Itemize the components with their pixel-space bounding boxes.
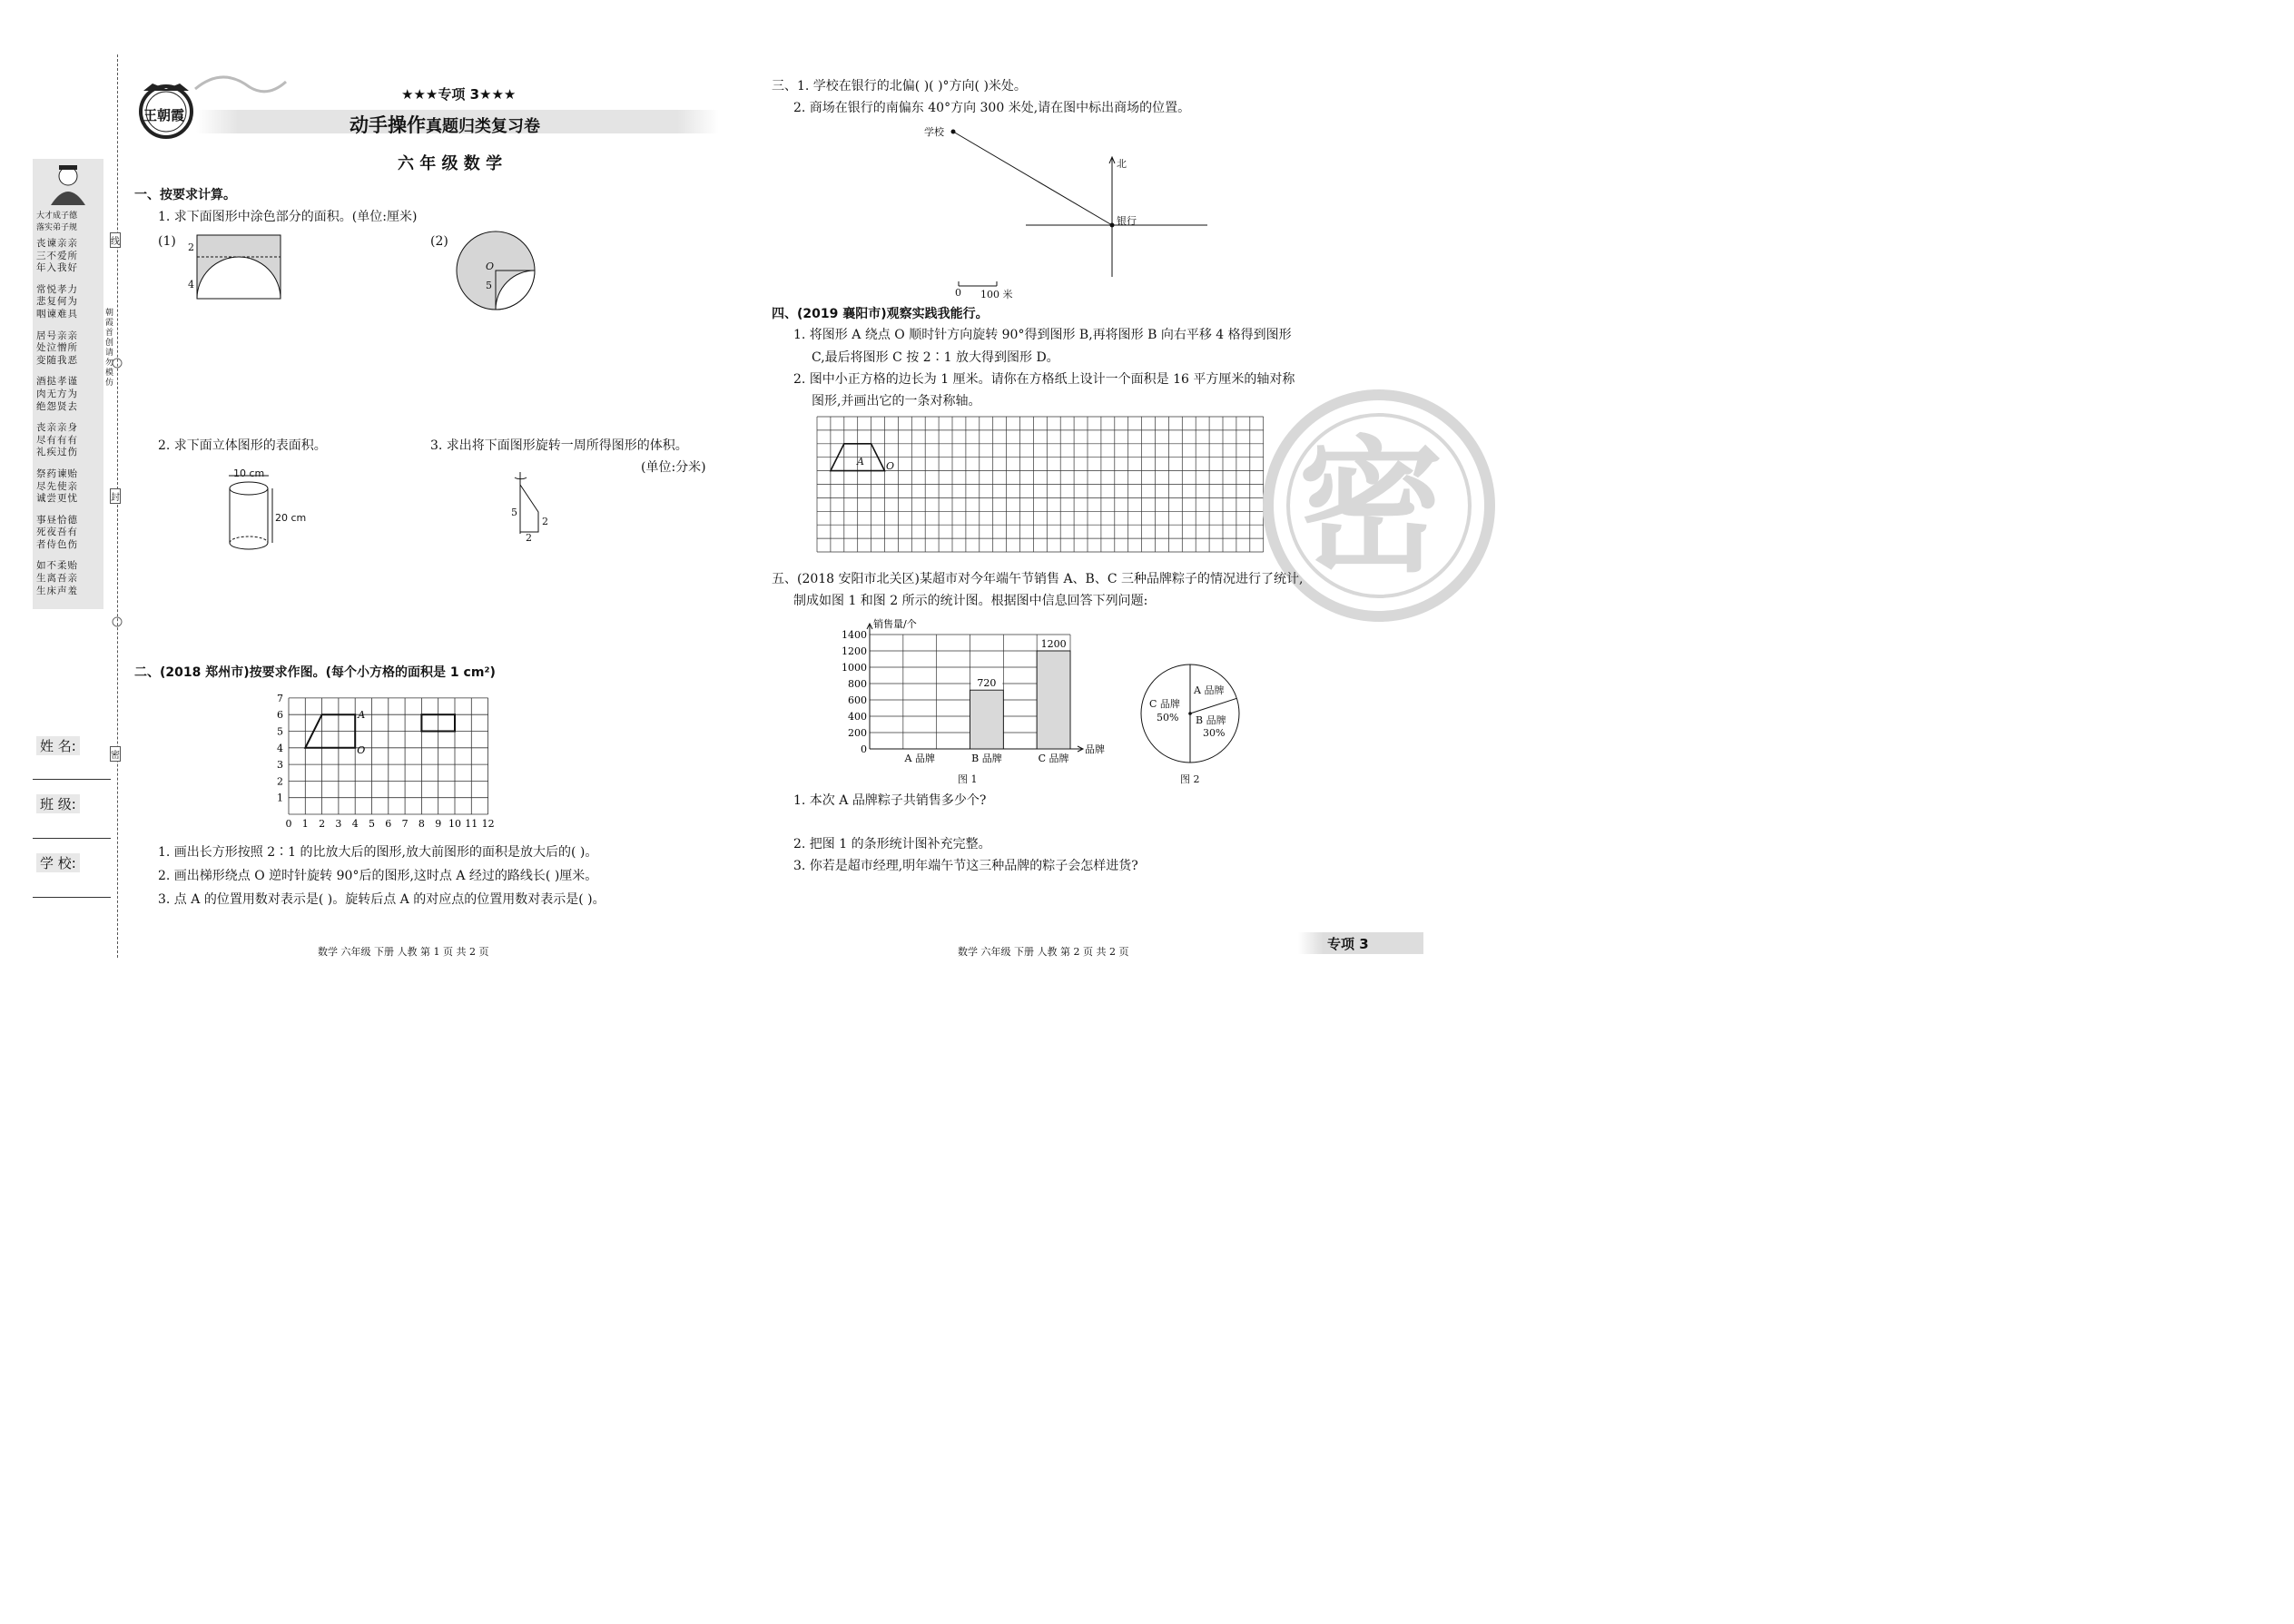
pie-center <box>1188 712 1192 715</box>
section5-line1: 五、(2018 安阳市北关区)某超市对今年端午节销售 A、B、C 三种品牌粽子的情况进行了统计, <box>772 572 1304 586</box>
x-tick-label: 3 <box>335 818 342 830</box>
section5-line2: 制成如图 1 和图 2 所示的统计图。根据图中信息回答下列问题: <box>793 594 1148 608</box>
footer-left: 数学 六年级 下册 人教 第 1 页 共 2 页 <box>318 946 489 958</box>
section1-q3: 3. 求出将下面图形旋转一周所得图形的体积。 <box>430 438 688 453</box>
section5-q1: 1. 本次 A 品牌粽子共销售多少个? <box>793 793 987 808</box>
section4-heading: 四、(2019 襄阳市)观察实践我能行。 <box>772 307 989 321</box>
y-tick-label: 5 <box>277 725 283 738</box>
section5-q2: 2. 把图 1 的条形统计图补充完整。 <box>793 837 991 851</box>
y-tick-label: 1200 <box>842 645 867 657</box>
section4-q1-line1: 1. 将图形 A 绕点 O 顺时针方向旋转 90°得到图形 B,再将图形 B 向右平移 4 格得到图形 <box>793 328 1292 342</box>
y-tick-label: 800 <box>848 678 867 690</box>
bar <box>970 690 1004 749</box>
scale-label: 100 米 <box>980 289 1013 300</box>
right-tag: 专项 3 <box>1327 936 1369 952</box>
fig2-label: (2) <box>430 234 448 249</box>
map-label-bank: 银行 <box>1117 215 1137 227</box>
point-a-label: A <box>358 709 366 722</box>
title-bold: 动手操作 <box>350 114 426 136</box>
school-label: 学 校: <box>36 853 80 872</box>
section3-q1: 三、1. 学校在银行的北偏( )( )°方向( )米处。 <box>772 79 1027 94</box>
section2-q2: 2. 画出梯形绕点 O 逆时针旋转 90°后的图形,这时点 A 经过的路线长( )厘米。 <box>158 869 598 883</box>
point-o-label: O <box>357 743 366 756</box>
logo-text: 王朝霞 <box>143 107 185 123</box>
x-tick-label: 2 <box>319 818 326 830</box>
fig2-center-label: O <box>486 261 495 272</box>
cut-mark-secret: 密 <box>110 746 121 762</box>
y-tick-label: 200 <box>848 727 867 739</box>
section4-q2-line2: 图形,并画出它的一条对称轴。 <box>812 394 981 408</box>
y-tick-label: 600 <box>848 694 867 706</box>
class-field[interactable] <box>33 838 111 839</box>
fig2-circle-quarter <box>456 231 536 310</box>
ribbon-decoration <box>195 71 286 107</box>
x-tick-label: 9 <box>435 818 442 830</box>
pie-label-c: C 品牌 <box>1149 698 1180 710</box>
section1-q3-unit: (单位:分米) <box>641 460 706 475</box>
section5-q3: 3. 你若是超市经理,明年端午节这三种品牌的粽子会怎样进货? <box>793 859 1138 873</box>
cut-mark-line: 线 <box>110 232 121 248</box>
y-tick-label: 4 <box>277 742 283 754</box>
pie-label-a: A 品牌 <box>1194 684 1225 696</box>
square-grid-paper[interactable] <box>817 417 1265 553</box>
pie-label-b: B 品牌 <box>1196 714 1226 726</box>
school-field[interactable] <box>33 897 111 898</box>
poem-block: 居号亲亲 处泣憎所 变随我恶 <box>36 330 78 366</box>
map-label-north: 北 <box>1117 158 1127 170</box>
grid-shape-label: A <box>857 456 864 468</box>
coordinate-grid <box>272 685 508 831</box>
direction-map <box>944 123 1216 295</box>
footer-right: 数学 六年级 下册 人教 第 2 页 共 2 页 <box>958 946 1129 958</box>
grade-subtitle: 六 年 级 数 学 <box>398 154 503 173</box>
scholar-icon <box>45 163 91 205</box>
y-tick-label: 7 <box>277 692 283 704</box>
fig1-caption: 图 1 <box>958 773 978 785</box>
y-tick-label: 1400 <box>842 629 867 641</box>
data-label: 1200 <box>1040 638 1067 650</box>
sidebar-poem <box>36 238 98 606</box>
section4-q2-line1: 2. 图中小正方格的边长为 1 厘米。请你在方格纸上设计一个面积是 16 平方厘米的轴对称 <box>793 372 1295 387</box>
data-label: 720 <box>977 677 997 690</box>
page-title <box>350 111 540 138</box>
tri-label-a: 5 <box>511 507 517 518</box>
section1-q2: 2. 求下面立体图形的表面积。 <box>158 438 327 453</box>
title-rest: 真题归类复习卷 <box>426 117 540 136</box>
scale-zero: 0 <box>955 287 961 299</box>
binding-hole-icons <box>108 354 126 626</box>
x-tick-label: 0 <box>285 818 292 830</box>
section4-q1-line2: C,最后将图形 C 按 2∶1 放大得到图形 D。 <box>812 350 1059 365</box>
section2-heading: 二、(2018 郑州市)按要求作图。(每个小方格的面积是 1 cm²) <box>134 665 496 680</box>
y-tick-label: 1000 <box>842 662 867 674</box>
class-label: 班 级: <box>36 794 80 813</box>
seal-glyph: 密 <box>1298 422 1444 592</box>
x-tick-label: 8 <box>418 818 425 830</box>
fig2-radius-label: 5 <box>486 280 492 291</box>
poem-block: 丧亲亲身 尽有有有 礼疾过伤 <box>36 422 78 458</box>
poem-block: 丧谏亲亲 三不爱所 年入我好 <box>36 238 78 274</box>
fig1-num-side: 4 <box>188 279 194 290</box>
pie-pct-c: 50% <box>1157 712 1179 723</box>
name-field[interactable] <box>33 779 111 780</box>
sidebar-motto-2: 落实弟子规 <box>36 223 78 232</box>
scholar-avatar <box>45 163 91 205</box>
fig1-label: (1) <box>158 234 176 249</box>
x-tick-label: 11 <box>465 818 478 830</box>
x-tick-label: 7 <box>401 818 409 830</box>
x-tick-label: 1 <box>301 818 309 830</box>
grid-point-label: O <box>886 460 895 472</box>
x-tick-label: 10 <box>448 818 461 830</box>
map-label-school: 学校 <box>924 126 944 138</box>
category-label: A 品牌 <box>904 753 935 764</box>
section3-q2: 2. 商场在银行的南偏东 40°方向 300 米处,请在图中标出商场的位置。 <box>793 101 1191 115</box>
bar <box>1037 651 1070 749</box>
section2-q1: 1. 画出长方形按照 2∶1 的比放大后的图形,放大前图形的面积是放大后的( )。 <box>158 845 598 860</box>
pie-pct-b: 30% <box>1203 727 1226 739</box>
x-axis-label: 品牌 <box>1085 743 1105 755</box>
x-tick-label: 6 <box>385 818 392 830</box>
x-tick-label: 4 <box>351 818 359 830</box>
section2-q3: 3. 点 A 的位置用数对表示是( )。旋转后点 A 的对应点的位置用数对表示是( )。 <box>158 892 605 907</box>
sidebar-motto-1: 大才成子德 <box>36 212 78 221</box>
category-label: C 品牌 <box>1038 753 1069 764</box>
poem-block: 如不柔贻 生离吾亲 生床声羞 <box>36 560 78 596</box>
cylinder-height: 20 cm <box>275 512 307 524</box>
fig2-caption: 图 2 <box>1180 773 1200 785</box>
y-tick-label: 2 <box>277 775 283 788</box>
x-tick-label: 12 <box>481 818 495 830</box>
fig1-rect-semicircle <box>197 235 281 300</box>
cut-mark-seal: 封 <box>110 488 121 504</box>
fig1-num-top: 2 <box>188 241 194 253</box>
y-tick-label: 400 <box>848 711 867 723</box>
special-tag: ★★★专项 3★★★ <box>401 86 517 103</box>
y-tick-label: 0 <box>861 743 867 755</box>
poem-block: 事昼恰德 死夜吾有 者侍色伤 <box>36 514 78 550</box>
tri-label-b: 2 <box>542 516 548 527</box>
y-tick-label: 6 <box>277 709 283 722</box>
bar-chart <box>831 620 1108 770</box>
category-label: B 品牌 <box>971 753 1002 764</box>
name-label: 姓 名: <box>36 736 80 755</box>
y-axis-label: 销售量/个 <box>873 618 917 630</box>
poem-block: 祭药谏贻 尽先使亲 诚尝更忧 <box>36 468 78 505</box>
section1-heading: 一、按要求计算。 <box>134 188 236 202</box>
poem-block: 酒挞孝谨 肉无方为 绝怨贤去 <box>36 376 78 412</box>
section1-q1: 1. 求下面图形中涂色部分的面积。(单位:厘米) <box>158 210 418 224</box>
vertical-note: 朝霞首创 请勿模仿 <box>105 309 114 388</box>
y-tick-label: 1 <box>277 792 283 804</box>
y-tick-label: 3 <box>277 759 283 772</box>
tri-label-c: 2 <box>526 532 532 544</box>
poem-block: 常悦孝力 悲复何为 咽谏难具 <box>36 283 78 320</box>
cylinder-diameter: 10 cm <box>233 468 265 479</box>
x-tick-label: 5 <box>369 818 375 830</box>
